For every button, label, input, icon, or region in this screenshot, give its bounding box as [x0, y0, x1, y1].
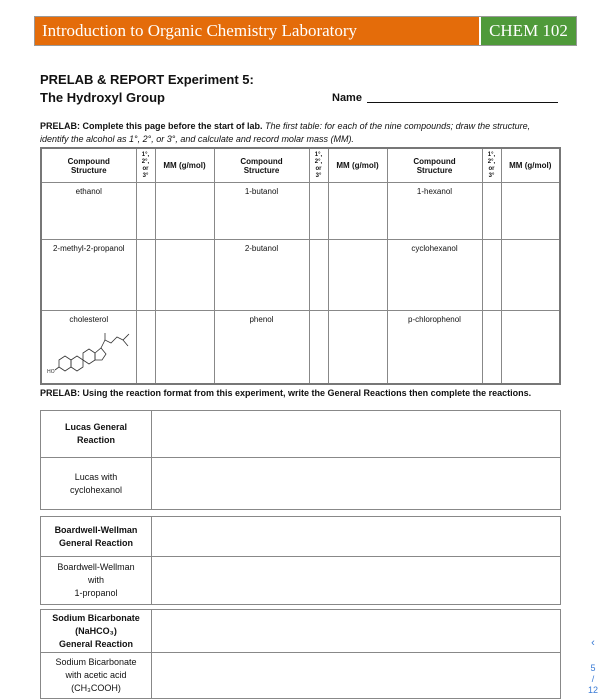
compound-2-butanol[interactable]: 2-butanol [214, 240, 309, 311]
table-row [41, 411, 561, 458]
table-row [41, 458, 561, 510]
table-row [41, 610, 561, 653]
bw-propanol-label: Boardwell-Wellman with 1-propanol [41, 557, 152, 605]
page-separator: / [591, 674, 595, 684]
degree-cell[interactable] [482, 240, 501, 311]
experiment-subtitle: The Hydroxyl Group [40, 90, 165, 105]
lucas-general-label: Lucas General Reaction [41, 411, 152, 458]
total-pages: 12 [587, 685, 598, 695]
prelab-instructions [40, 120, 555, 146]
table-row [41, 557, 561, 605]
compound-phenol[interactable]: phenol [214, 311, 309, 385]
page-navigator [586, 638, 600, 696]
col-degree: 1°, 2°, or 3° [136, 148, 155, 183]
table-row [41, 653, 561, 699]
mm-cell[interactable] [501, 240, 560, 311]
table-row [41, 183, 560, 240]
mm-cell[interactable] [501, 311, 560, 385]
chevron-up-icon[interactable]: ‹ [591, 637, 595, 649]
degree-cell[interactable] [309, 311, 328, 385]
bw-general-answer[interactable] [152, 517, 561, 557]
name-label: Name [332, 92, 362, 104]
table-row [41, 240, 560, 311]
sodium-bicarbonate-table [40, 609, 561, 699]
lab-title: Introduction to Organic Chemistry Laboratory [35, 17, 481, 45]
experiment-heading: PRELAB & REPORT Experiment 5: [40, 72, 254, 87]
compound-2-methyl-2-propanol[interactable]: 2-methyl-2-propanol [41, 240, 136, 311]
col-mm: MM (g/mol) [328, 148, 387, 183]
lucas-cyclohexanol-label: Lucas with cyclohexanol [41, 458, 152, 510]
cholesterol-label: cholesterol [69, 315, 109, 324]
col-compound: Compound Structure [214, 148, 309, 183]
col-compound: Compound Structure [387, 148, 482, 183]
prelab-reactions-instructions: PRELAB: Using the reaction format from this experiment, write the General Reactions then complete the reactions. [40, 388, 532, 398]
hydroxyl-label: HO [46, 369, 55, 375]
degree-cell[interactable] [136, 240, 155, 311]
bw-general-label: Boardwell-Wellman General Reaction [41, 517, 152, 557]
col-mm: MM (g/mol) [155, 148, 214, 183]
instructions-italic: The first table: for each of the nine compounds; draw the structure, identify the alcohol as 1°, 2°, or 3°, and calculate and record molar mass (MM). [40, 121, 531, 144]
table-header-row [41, 148, 560, 183]
compound-1-butanol[interactable]: 1-butanol [214, 183, 309, 240]
mm-cell[interactable] [155, 240, 214, 311]
mm-cell[interactable] [328, 311, 387, 385]
compound-cholesterol[interactable] [41, 311, 136, 385]
degree-cell[interactable] [482, 183, 501, 240]
table-row [41, 311, 560, 385]
mm-cell[interactable] [155, 311, 214, 385]
table-row [41, 517, 561, 557]
compound-p-chlorophenol[interactable]: p-chlorophenol [387, 311, 482, 385]
compound-cyclohexanol[interactable]: cyclohexanol [387, 240, 482, 311]
mm-cell[interactable] [155, 183, 214, 240]
col-degree: 1°, 2°, or 3° [309, 148, 328, 183]
mm-cell[interactable] [501, 183, 560, 240]
col-degree: 1°, 2°, or 3° [482, 148, 501, 183]
degree-cell[interactable] [136, 311, 155, 385]
compound-1-hexanol[interactable]: 1-hexanol [387, 183, 482, 240]
lucas-reaction-table [40, 410, 561, 510]
lucas-cyclohexanol-answer[interactable] [152, 458, 561, 510]
degree-cell[interactable] [482, 311, 501, 385]
cholesterol-structure-image [45, 326, 133, 376]
sb-general-answer[interactable] [152, 610, 561, 653]
compound-table [40, 147, 561, 385]
degree-cell[interactable] [309, 240, 328, 311]
col-mm: MM (g/mol) [501, 148, 560, 183]
mm-cell[interactable] [328, 183, 387, 240]
mm-cell[interactable] [328, 240, 387, 311]
sb-acetic-label: Sodium Bicarbonate with acetic acid (CH₃COOH) [41, 653, 152, 699]
sb-acetic-answer[interactable] [152, 653, 561, 699]
boardwell-wellman-table [40, 516, 561, 605]
col-compound: Compound Structure [41, 148, 136, 183]
course-code: CHEM 102 [481, 17, 576, 45]
degree-cell[interactable] [136, 183, 155, 240]
instructions-bold: PRELAB: Complete this page before the start of lab. [40, 121, 263, 131]
bw-propanol-answer[interactable] [152, 557, 561, 605]
header-banner [34, 16, 577, 46]
lucas-general-answer[interactable] [152, 411, 561, 458]
current-page: 5 [590, 663, 596, 673]
degree-cell[interactable] [309, 183, 328, 240]
sb-general-label: Sodium Bicarbonate (NaHCO₃) General Reaction [41, 610, 152, 653]
name-blank-line[interactable] [367, 102, 558, 103]
compound-ethanol[interactable]: ethanol [41, 183, 136, 240]
